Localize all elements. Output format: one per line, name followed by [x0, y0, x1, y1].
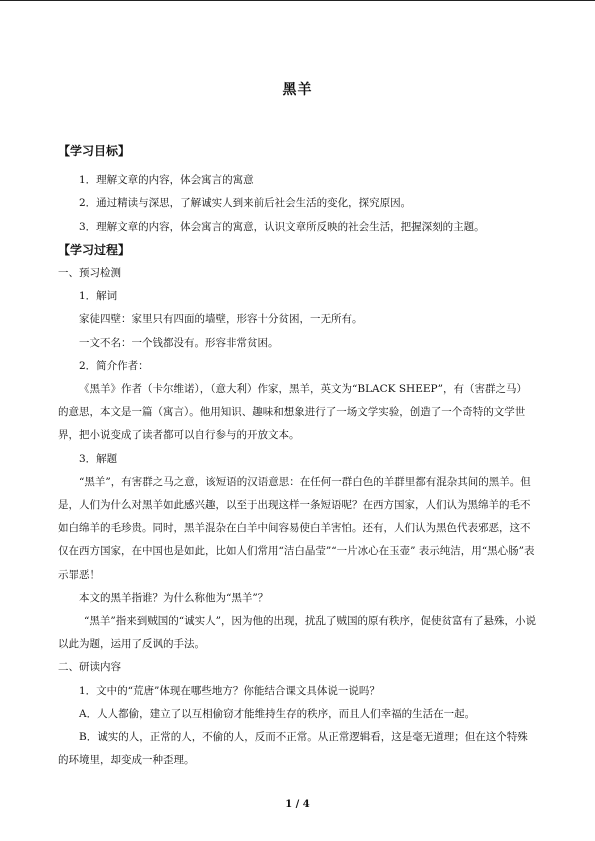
answer-text: “黑羊”指来到贼国的“诚实人”，因为他的出现，扰乱了贼国的原有秩序，促使贫富有了悬殊，小说以此为题，运用了反讽的手法。	[58, 615, 536, 651]
vocab-item: 一文不名：一个钱都没有。形容非常贫困。	[79, 336, 279, 349]
study-answer-b: B．诚实的人，正常的人，不偷的人，反而不正常。从正常逻辑看，这是毫无道理；但在这个特殊的环境里，却变成一种歪理。	[58, 731, 528, 767]
page-title: 黑羊	[282, 82, 313, 98]
title-explain-heading: 3．解题	[79, 452, 118, 465]
top-rule	[0, 0, 595, 1]
title-explain-text: “黑羊”，有害群之马之意，该短语的汉语意思：在任何一群白色的羊群里都有混杂其间的黑羊。但是，人们为什么对黑羊如此感兴趣，以至于出现这样一条短语呢？在西方国家，人们认为黑绵羊的毛不如白绵羊的毛珍贵。同时，黑羊混杂在白羊中间容易使白羊害怕。还有，人们认为黑色代表邪恶，这不仅在西方国家，在中国也是如此，比如人们常用“洁白晶莹”“一片冰心在玉壶” 表示纯洁，用“黑心肠”表示罪恶！	[58, 475, 535, 581]
page-number: 1 / 4	[285, 799, 310, 810]
process-heading: 【学习过程】	[58, 242, 131, 257]
goal-item: 3．理解文章的内容，体会寓言的寓意，认识文章所反映的社会生活，把握深刻的主题。	[79, 220, 485, 233]
vocab-heading: 1．解词	[79, 290, 118, 303]
preview-heading: 一、预习检测	[58, 267, 121, 280]
question-text: 本文的黑羊指谁？为什么称他为“黑羊”？	[79, 591, 269, 604]
study-answer-a: A．人人都偷，建立了以互相偷窃才能维持生存的秩序，而且人们幸福的生活在一起。	[79, 707, 476, 720]
study-heading: 二、研读内容	[58, 661, 121, 674]
vocab-item: 家徒四壁：家里只有四面的墙壁，形容十分贫困，一无所有。	[79, 313, 363, 326]
study-question: 1．文中的“荒唐”体现在哪些地方？你能结合课文具体说一说吗？	[79, 684, 380, 697]
goal-item: 1．理解文章的内容，体会寓言的寓意	[79, 174, 254, 187]
goal-item: 2．通过精读与深思，了解诚实人到来前后社会生活的变化，探究原因。	[79, 197, 412, 210]
author-heading: 2．简介作者：	[79, 359, 149, 372]
goals-heading: 【学习目标】	[58, 144, 131, 158]
author-text: 《黑羊》作者（卡尔维诺），（意大利）作家，黑羊，英文为“BLACK SHEEP”，有（害群之马）的意思，本文是一篇（寓言）。他用知识、趣味和想象进行了一场文学实验，创造了一个奇特的文学世界，把小说变成了读者都可以自行参与的开放文本。	[58, 383, 527, 442]
document-body	[58, 140, 536, 772]
